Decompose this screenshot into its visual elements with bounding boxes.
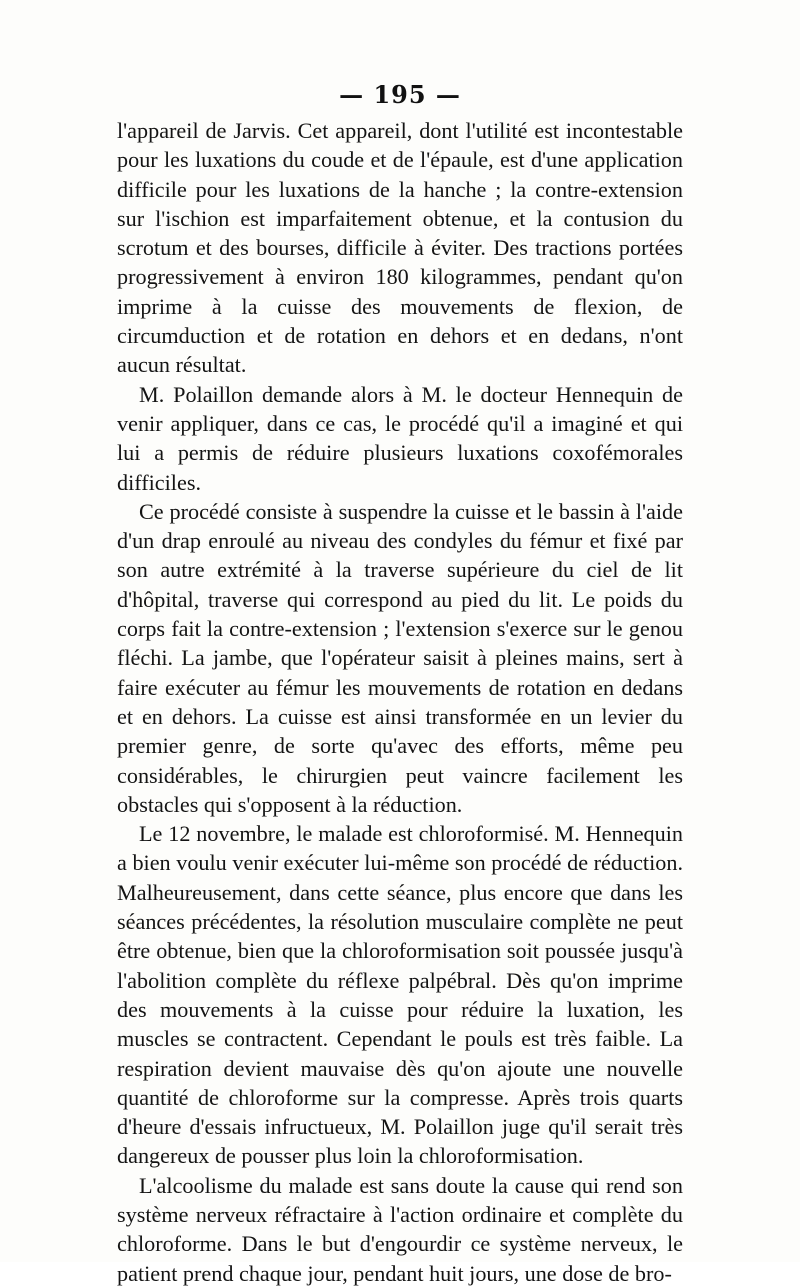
paragraph-polaillon-request: M. Polaillon demande alors à M. le docteur Hennequin de venir appliquer, dans ce cas, le procédé qu'il a imaginé et qui lui a permis de réduire plusieurs luxations coxofémorales difficiles.: [117, 381, 683, 495]
paragraph-procedure-description: Ce procédé consiste à suspendre la cuisse et le bassin à l'aide d'un drap enroulé au niveau des condyles du fémur et fixé par son autre extrémité à la traverse supérieure du ciel de lit d'hôpital, traverse qui correspond au pied du lit. Le poids du corps fait la contre-extension ; l'extension s'exerce sur le genou fléchi. La jambe, que l'opérateur saisit à pleines mains, sert à faire exécuter au fémur les mouvements de rotation en dedans et en dehors. La cuisse est ainsi transformée en un levier du premier genre, de sorte qu'avec des efforts, même peu considérables, le chirurgien peut vaincre facilement les obstacles qui s'opposent à la réduction.: [117, 498, 683, 817]
body-text: [117, 116, 683, 1288]
paragraph-alcoholism: L'alcoolisme du malade est sans doute la cause qui rend son système nerveux réfractaire à l'action ordinaire et complète du chloroforme. Dans le but d'engourdir ce système nerveux, le patient prend chaque jour, pendant huit jours, une dose de bro-: [117, 1172, 683, 1286]
paragraph-november-attempt: Le 12 novembre, le malade est chloroformisé. M. Hennequin a bien voulu venir exécuter lui-même son procédé de réduction. Malheureusement, dans cette séance, plus encore que dans les séances précédentes, la résolution musculaire complète ne peut être obtenue, bien que la chloroformisation soit poussée jusqu'à l'abolition complète du réflexe palpébral. Dès qu'on imprime des mouvements à la cuisse pour réduire la luxation, les muscles se contractent. Cependant le pouls est très faible. La respiration devient mauvaise dès qu'on ajoute une nouvelle quantité de chloroforme sur la compresse. Après trois quarts d'heure d'essais infructueux, M. Polaillon juge qu'il serait très dangereux de pousser plus loin la chloroformisation.: [117, 821, 683, 1169]
page-number: — 195 —: [339, 80, 461, 109]
paragraph-continuation: l'appareil de Jarvis. Cet appareil, dont l'utilité est incontestable pour les luxations du coude et de l'épaule, est d'une application difficile pour les luxations de la hanche ; la contre-extension sur l'ischion est imparfaitement obtenue, et la contusion du scrotum et des bourses, difficile à éviter. Des tractions portées progressivement à environ 180 kilogrammes, pendant qu'on imprime à la cuisse des mouvements de flexion, de circumduction et de rotation en dehors et en dedans, n'ont aucun résultat.: [117, 118, 683, 378]
